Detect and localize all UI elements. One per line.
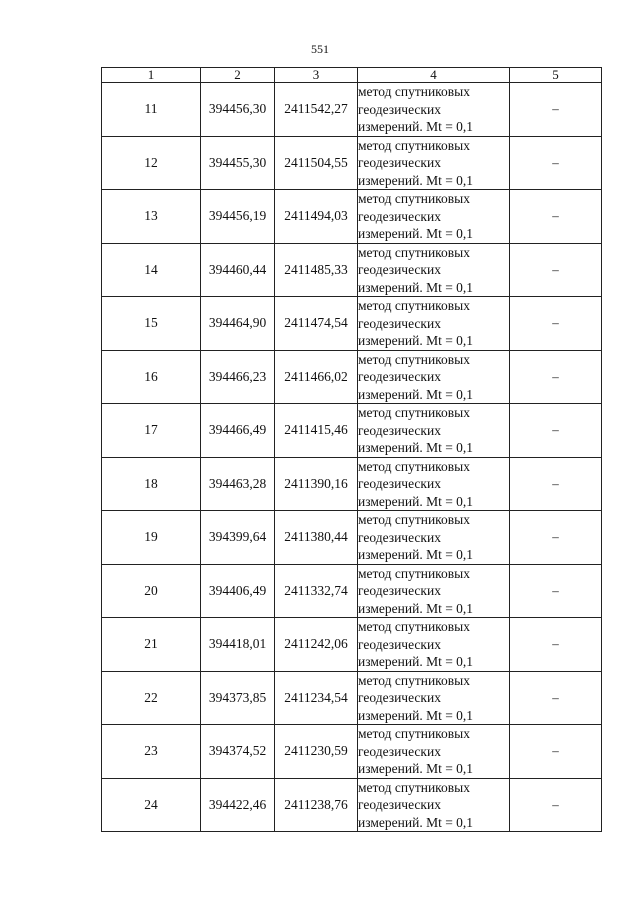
note-cell: – — [510, 136, 602, 190]
method-line-3: измерений. Mt = 0,1 — [358, 600, 474, 616]
table-row — [102, 136, 602, 190]
note-cell: – — [510, 83, 602, 137]
method-cell — [358, 457, 510, 511]
y-coordinate-cell: 2411242,06 — [275, 618, 358, 672]
note-cell: – — [510, 457, 602, 511]
method-line-1: метод спутниковых — [358, 726, 470, 741]
method-line-2: геодезических — [358, 369, 441, 384]
method-cell — [358, 243, 510, 297]
table-row — [102, 778, 602, 832]
point-number-cell: 22 — [102, 671, 201, 725]
x-coordinate-cell: 394460,44 — [201, 243, 275, 297]
method-line-1: метод спутниковых — [358, 405, 470, 420]
y-coordinate-cell: 2411390,16 — [275, 457, 358, 511]
page-number: 551 — [311, 42, 329, 56]
method-cell — [358, 190, 510, 244]
header-col-4: 4 — [358, 68, 510, 83]
table-row — [102, 404, 602, 458]
method-line-2: геодезических — [358, 315, 441, 331]
method-line-1: метод спутниковых — [358, 458, 470, 474]
x-coordinate-cell: 394418,01 — [201, 618, 275, 672]
method-line-2: геодезических — [358, 476, 441, 491]
point-number-cell: 17 — [102, 404, 201, 458]
table-row — [102, 190, 602, 244]
point-number-cell: 24 — [102, 778, 201, 832]
method-line-3: измерений. Mt = 0,1 — [358, 333, 474, 348]
x-coordinate-cell: 394456,19 — [201, 190, 275, 244]
method-line-3: измерений. Mt = 0,1 — [358, 119, 474, 134]
point-number-cell: 12 — [102, 136, 201, 190]
point-number-cell: 23 — [102, 725, 201, 779]
y-coordinate-cell: 2411230,59 — [275, 725, 358, 779]
point-number-cell: 16 — [102, 350, 201, 404]
point-number-cell: 21 — [102, 618, 201, 672]
method-line-2: геодезических — [358, 529, 441, 545]
table-body — [102, 83, 602, 832]
header-col-2: 2 — [201, 68, 275, 83]
point-number-cell: 13 — [102, 190, 201, 244]
method-line-1: метод спутниковых — [358, 672, 470, 688]
note-cell: – — [510, 564, 602, 618]
y-coordinate-cell: 2411238,76 — [275, 778, 358, 832]
x-coordinate-cell: 394373,85 — [201, 671, 275, 725]
method-line-1: метод спутниковых — [358, 191, 470, 206]
x-coordinate-cell: 394464,90 — [201, 297, 275, 351]
method-line-1: метод спутниковых — [358, 84, 470, 99]
x-coordinate-cell: 394406,49 — [201, 564, 275, 618]
method-line-3: измерений. Mt = 0,1 — [358, 707, 474, 723]
y-coordinate-cell: 2411504,55 — [275, 136, 358, 190]
x-coordinate-cell: 394399,64 — [201, 511, 275, 565]
note-cell: – — [510, 350, 602, 404]
method-line-2: геодезических — [358, 262, 441, 277]
header-col-5: 5 — [510, 68, 602, 83]
method-line-2: геодезических — [358, 583, 441, 598]
note-cell: – — [510, 511, 602, 565]
method-cell — [358, 725, 510, 779]
note-cell: – — [510, 190, 602, 244]
method-cell — [358, 511, 510, 565]
method-cell — [358, 564, 510, 618]
method-line-3: измерений. Mt = 0,1 — [358, 547, 474, 562]
header-row — [102, 68, 602, 83]
x-coordinate-cell: 394455,30 — [201, 136, 275, 190]
method-line-3: измерений. Mt = 0,1 — [358, 654, 474, 669]
y-coordinate-cell: 2411494,03 — [275, 190, 358, 244]
point-number-cell: 11 — [102, 83, 201, 137]
table-row — [102, 564, 602, 618]
method-line-2: геодезических — [358, 101, 441, 117]
table-row — [102, 725, 602, 779]
method-line-3: измерений. Mt = 0,1 — [358, 814, 474, 830]
note-cell: – — [510, 243, 602, 297]
y-coordinate-cell: 2411485,33 — [275, 243, 358, 297]
y-coordinate-cell: 2411415,46 — [275, 404, 358, 458]
note-cell: – — [510, 618, 602, 672]
y-coordinate-cell: 2411380,44 — [275, 511, 358, 565]
note-cell: – — [510, 725, 602, 779]
method-cell — [358, 83, 510, 137]
y-coordinate-cell: 2411332,74 — [275, 564, 358, 618]
table-row — [102, 457, 602, 511]
method-line-3: измерений. Mt = 0,1 — [358, 386, 474, 402]
method-line-1: метод спутниковых — [358, 619, 470, 634]
x-coordinate-cell: 394374,52 — [201, 725, 275, 779]
x-coordinate-cell: 394466,49 — [201, 404, 275, 458]
method-cell — [358, 136, 510, 190]
note-cell: – — [510, 404, 602, 458]
method-line-2: геодезических — [358, 422, 441, 438]
method-cell — [358, 297, 510, 351]
method-cell — [358, 618, 510, 672]
note-cell: – — [510, 671, 602, 725]
x-coordinate-cell: 394463,28 — [201, 457, 275, 511]
table-row — [102, 671, 602, 725]
method-line-1: метод спутниковых — [358, 137, 470, 153]
x-coordinate-cell: 394422,46 — [201, 778, 275, 832]
method-line-1: метод спутниковых — [358, 565, 470, 581]
method-line-3: измерений. Mt = 0,1 — [358, 279, 474, 295]
method-line-1: метод спутниковых — [358, 351, 470, 367]
table-row — [102, 618, 602, 672]
note-cell: – — [510, 778, 602, 832]
method-line-3: измерений. Mt = 0,1 — [358, 761, 474, 776]
method-line-2: геодезических — [358, 690, 441, 705]
point-number-cell: 14 — [102, 243, 201, 297]
table-row — [102, 297, 602, 351]
method-line-3: измерений. Mt = 0,1 — [358, 172, 474, 188]
point-number-cell: 19 — [102, 511, 201, 565]
y-coordinate-cell: 2411542,27 — [275, 83, 358, 137]
method-line-3: измерений. Mt = 0,1 — [358, 440, 474, 455]
y-coordinate-cell: 2411466,02 — [275, 350, 358, 404]
method-line-2: геодезических — [358, 743, 441, 759]
x-coordinate-cell: 394456,30 — [201, 83, 275, 137]
method-cell — [358, 350, 510, 404]
point-number-cell: 18 — [102, 457, 201, 511]
method-line-2: геодезических — [358, 155, 441, 170]
x-coordinate-cell: 394466,23 — [201, 350, 275, 404]
method-line-2: геодезических — [358, 208, 441, 224]
table-row — [102, 243, 602, 297]
table-row — [102, 83, 602, 137]
method-line-1: метод спутниковых — [358, 779, 470, 795]
table-row — [102, 511, 602, 565]
method-cell — [358, 778, 510, 832]
method-line-1: метод спутниковых — [358, 298, 470, 313]
y-coordinate-cell: 2411474,54 — [275, 297, 358, 351]
header-col-1: 1 — [102, 68, 201, 83]
method-line-2: геодезических — [358, 636, 441, 652]
method-line-3: измерений. Mt = 0,1 — [358, 493, 474, 509]
y-coordinate-cell: 2411234,54 — [275, 671, 358, 725]
table-header — [102, 68, 602, 83]
method-line-3: измерений. Mt = 0,1 — [358, 226, 474, 241]
method-line-2: геодезических — [358, 797, 441, 812]
table-row — [102, 350, 602, 404]
method-line-1: метод спутниковых — [358, 512, 470, 527]
method-cell — [358, 671, 510, 725]
header-col-3: 3 — [275, 68, 358, 83]
point-number-cell: 15 — [102, 297, 201, 351]
method-cell — [358, 404, 510, 458]
point-number-cell: 20 — [102, 564, 201, 618]
note-cell: – — [510, 297, 602, 351]
coordinates-table — [101, 67, 602, 832]
method-line-1: метод спутниковых — [358, 244, 470, 260]
